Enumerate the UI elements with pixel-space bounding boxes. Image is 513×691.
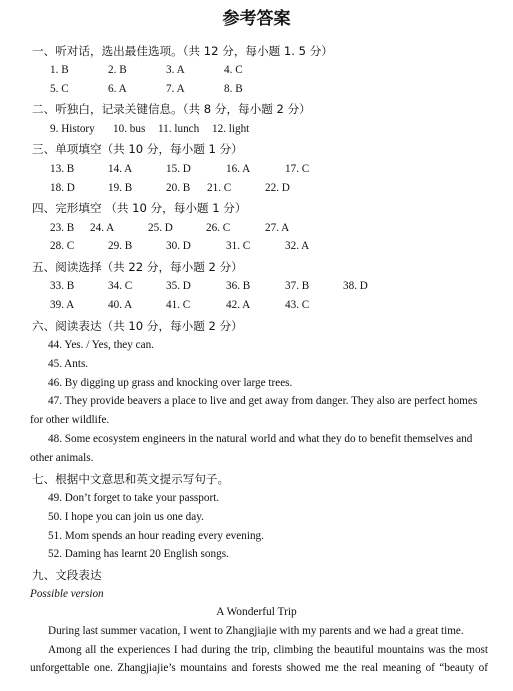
answer-item: 4. C [224,64,243,76]
answer-item: 40. A [108,299,133,311]
reading-answer-48-line2: other animals. [30,452,94,464]
essay-line: During last summer vacation, I went to Zhangjiajie with my parents and we had a great time. [48,625,464,637]
answer-item: 25. D [148,222,173,234]
section-heading-reading-choice: 五、阅读选择（共 22 分，每小题 2 分） [32,260,243,274]
answer-item: 23. B [50,222,75,234]
section-heading-reading-expression: 六、阅读表达（共 10 分，每小题 2 分） [32,319,243,333]
answer-item: 41. C [166,299,191,311]
answer-item: 13. B [50,163,75,175]
section-heading-listening-dialogues: 一、听对话，选出最佳选项。（共 12 分，每小题 1. 5 分） [32,44,333,58]
sentence-answer-49: 49. Don’t forget to take your passport. [48,492,220,504]
answer-item: 17. C [285,163,310,175]
answer-item: 7. A [166,83,185,95]
answer-item: 20. B [166,182,191,194]
answer-item: 3. A [166,64,185,76]
answer-item: 11. lunch [158,123,200,135]
answer-item: 16. A [226,163,251,175]
essay-title: A Wonderful Trip [216,606,297,618]
reading-answer-48-line1: 48. Some ecosystem engineers in the natural world and what they do to benefit themselves and [48,433,473,445]
essay-line: unforgettable one. Zhangjiajie’s mountains and forests showed me the real meaning of “beauty of [30,662,488,674]
section-heading-single-choice: 三、单项填空（共 10 分，每小题 1 分） [32,142,243,156]
answer-item: 2. B [108,64,127,76]
section-heading-cloze: 四、完形填空 （共 10 分，每小题 1 分） [32,201,247,215]
answer-item: 8. B [224,83,243,95]
answer-item: 5. C [50,83,69,95]
answer-item: 12. light [212,123,250,135]
answer-item: 30. D [166,240,191,252]
section-heading-passage-writing: 九、文段表达 [32,568,102,582]
answer-item: 14. A [108,163,133,175]
answer-item: 21. C [207,182,232,194]
answer-item: 10. bus [113,123,146,135]
answer-item: 37. B [285,280,310,292]
reading-answer-47-line1: 47. They provide beavers a place to live and get away from danger. They also are perfect homes [48,395,478,407]
answer-item: 29. B [108,240,133,252]
answer-item: 27. A [265,222,290,234]
essay-line: Among all the experiences I had during the trip, climbing the beautiful mountains was the most [48,644,488,656]
reading-answer-46: 46. By digging up grass and knocking over large trees. [48,377,293,389]
answer-item: 24. A [90,222,115,234]
reading-answer-45: 45. Ants. [48,358,89,370]
answer-item: 34. C [108,280,133,292]
answer-item: 18. D [50,182,75,194]
answer-item: 35. D [166,280,191,292]
answer-item: 38. D [343,280,368,292]
answer-item: 31. C [226,240,251,252]
sentence-answer-51: 51. Mom spends an hour reading every evening. [48,530,264,542]
answer-item: 6. A [108,83,127,95]
sentence-answer-52: 52. Daming has learnt 20 English songs. [48,548,229,560]
answer-item: 43. C [285,299,310,311]
answer-item: 32. A [285,240,310,252]
answer-item: 42. A [226,299,251,311]
reading-answer-44: 44. Yes. / Yes, they can. [48,339,154,351]
answer-item: 26. C [206,222,231,234]
section-heading-write-sentences: 七、根据中文意思和英文提示写句子。 [32,472,230,486]
answer-item: 1. B [50,64,69,76]
answer-item: 39. A [50,299,75,311]
answer-item: 19. B [108,182,133,194]
answer-item: 28. C [50,240,75,252]
page-title: 参考答案 [222,9,291,29]
answer-item: 33. B [50,280,75,292]
answer-item: 22. D [265,182,290,194]
answer-item: 9. History [50,123,95,135]
reading-answer-47-line2: for other wildlife. [30,414,110,426]
possible-version-label: Possible version [30,588,104,600]
answer-item: 15. D [166,163,191,175]
section-heading-listening-monologue: 二、听独白，记录关键信息。（共 8 分，每小题 2 分） [32,102,311,116]
sentence-answer-50: 50. I hope you can join us one day. [48,511,204,523]
answer-item: 36. B [226,280,251,292]
